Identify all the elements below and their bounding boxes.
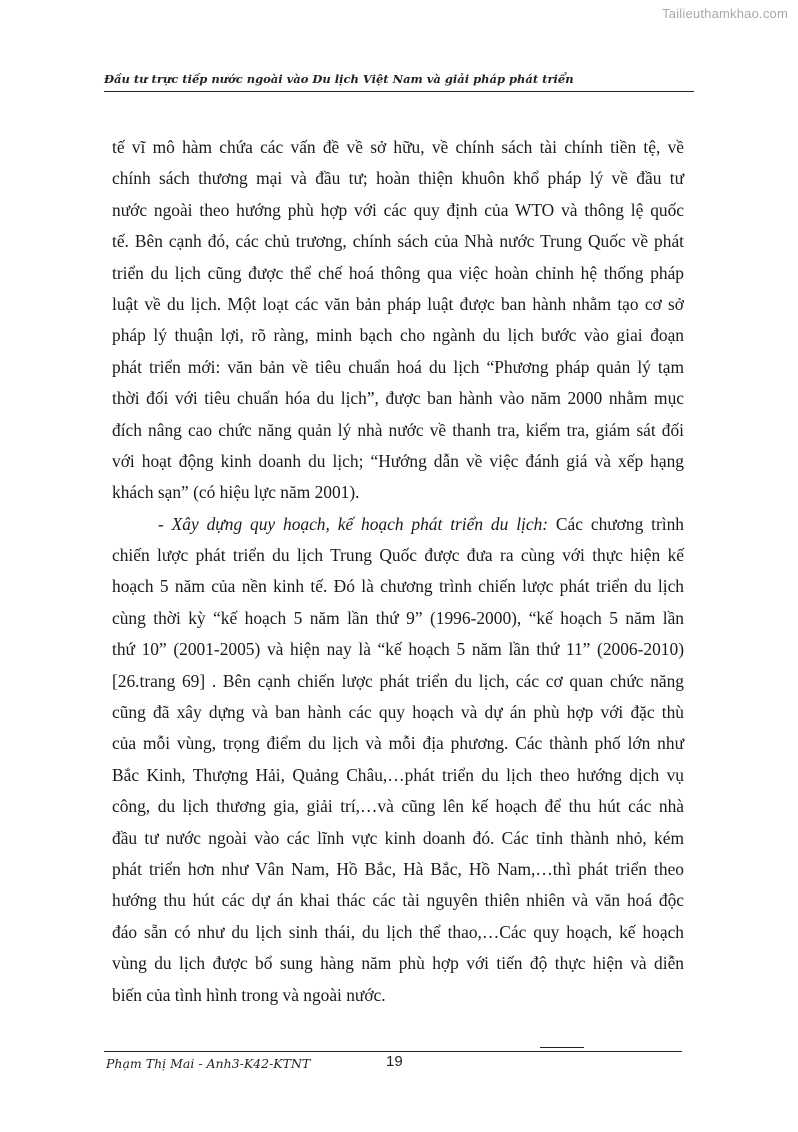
text-line: khách sạn” (có hiệu lực năm 2001). — [112, 482, 360, 503]
text-line: nước ngoài theo hướng phù hợp với các quy định của WTO và thông lệ quốc — [112, 199, 684, 220]
text-line: pháp lý thuận lợi, rõ ràng, minh bạch cho ngành du lịch bước vào giai đoạn — [112, 325, 684, 346]
text-line: hoạch 5 năm của nền kinh tế. Đó là chương trình chiến lược phát triển du lịch — [112, 576, 684, 597]
footer-author: Phạm Thị Mai - Anh3-K42-KTNT — [106, 1056, 311, 1071]
text-line: chính sách thương mại và đầu tư; hoàn thiện khuôn khổ pháp lý về đầu tư — [112, 168, 684, 189]
footer-mark — [540, 1047, 584, 1048]
site-watermark: Tailieuthamkhao.com — [662, 6, 788, 21]
text-line: của mỗi vùng, trọng điểm du lịch và mỗi địa phương. Các thành phố lớn như — [112, 733, 684, 754]
text-line: đích nâng cao chức năng quản lý nhà nước về thanh tra, kiểm tra, giám sát đối — [112, 419, 684, 440]
text-line: triển du lịch cũng được thể chế hoá thông qua việc hoàn chỉnh hệ thống pháp — [112, 262, 684, 283]
paragraph-tourism-planning — [112, 509, 684, 1011]
text-line: vùng du lịch được bổ sung hàng năm phù hợp với tiến độ thực hiện và diễn — [112, 953, 684, 974]
text-line: thời đối với tiêu chuẩn hóa du lịch”, được ban hành vào năm 2000 nhằm mục — [112, 388, 684, 409]
text-line: hướng thu hút các dự án khai thác các tài nguyên thiên nhiên và văn hoá độc — [112, 890, 684, 911]
text-line: cùng thời kỳ “kế hoạch 5 năm lần thứ 9” (1996-2000), “kế hoạch 5 năm lần — [112, 607, 684, 628]
document-body — [112, 132, 684, 1011]
text-line: thứ 10” (2001-2005) và hiện nay là “kế hoạch 5 năm lần thứ 11” (2006-2010) — [112, 639, 684, 660]
text-line: cũng đã xây dựng và ban hành các quy hoạch và dự án phù hợp với đặc thù — [112, 702, 684, 723]
text-line: tế vĩ mô hàm chứa các vấn đề về sở hữu, về chính sách tài chính tiền tệ, về — [112, 137, 684, 157]
paragraph-legal-framework — [112, 132, 684, 509]
text-line: [26.trang 69] . Bên cạnh chiến lược phát triển du lịch, các cơ quan chức năng — [112, 670, 684, 691]
text-line: Bắc Kinh, Thượng Hải, Quảng Châu,…phát triển du lịch theo hướng dịch vụ — [112, 764, 684, 785]
text-line: phát triển mới: văn bản về tiêu chuẩn hoá du lịch “Phương pháp quản lý tạm — [112, 356, 684, 377]
text-line: tế. Bên cạnh đó, các chủ trương, chính sách của Nhà nước Trung Quốc về phát — [112, 231, 684, 252]
text-line: đầu tư nước ngoài vào các lĩnh vực kinh doanh đó. Các tỉnh thành nhỏ, kém — [112, 827, 684, 848]
text-line: với hoạt động kinh doanh du lịch; “Hướng dẫn về việc đánh giá và xếp hạng — [112, 450, 684, 471]
text-line-first — [112, 509, 684, 540]
running-header-title: Đầu tư trực tiếp nước ngoài vào Du lịch Việt Nam và giải pháp phát triển — [104, 72, 574, 86]
text-line: chiến lược phát triển du lịch Trung Quốc được đưa ra cùng với thực hiện kế — [112, 545, 684, 566]
header-divider — [104, 91, 694, 92]
text-line: luật về du lịch. Một loạt các văn bản pháp luật được ban hành nhằm tạo cơ sở — [112, 293, 684, 314]
text-line: phát triển hơn như Vân Nam, Hồ Bắc, Hà Bắc, Hồ Nam,…thì phát triển theo — [112, 858, 684, 879]
text-line: biến của tình hình trong và ngoài nước. — [112, 984, 386, 1005]
section-lead-rest: Các chương trình — [548, 513, 684, 534]
text-line: đáo sẵn có như du lịch sinh thái, du lịch thể thao,…Các quy hoạch, kế hoạch — [112, 921, 684, 942]
footer-divider — [104, 1051, 682, 1052]
section-lead-italic: - Xây dựng quy hoạch, kế hoạch phát triển du lịch: — [158, 513, 549, 534]
page-number: 19 — [386, 1053, 403, 1070]
text-line: công, du lịch thương gia, giải trí,…và cũng lên kế hoạch để thu hút các nhà — [112, 796, 684, 817]
